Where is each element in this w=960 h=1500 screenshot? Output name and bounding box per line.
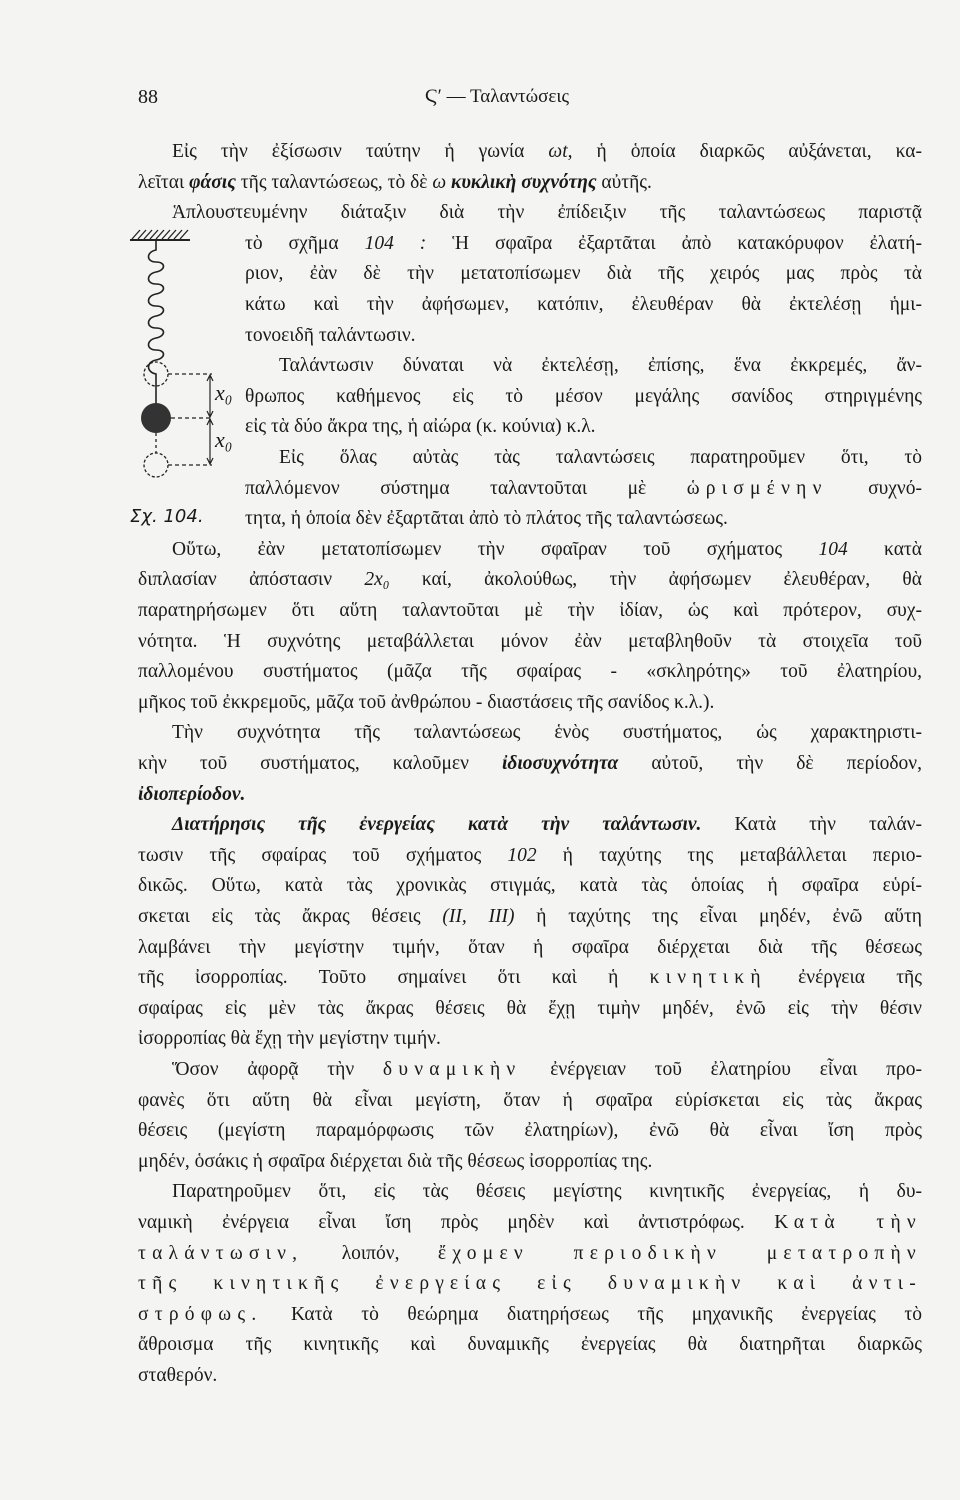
text-line	[138, 1089, 922, 1113]
text-run: ἡ ταχύτης της μεταβάλλεται περιο-	[536, 844, 922, 866]
emphasis-text: ἰδιοπερίοδον.	[138, 783, 246, 805]
text-line	[138, 1333, 922, 1357]
text-line	[172, 721, 922, 745]
text-run: ναμικὴ ἐνέργεια εἶναι ἴση πρὸς μηδὲν καὶ ἀντιστρόφως.	[138, 1212, 775, 1233]
text-line	[172, 538, 922, 562]
text-line	[138, 568, 922, 592]
text-run: μῆκος τοῦ ἐκκρεμοῦς, μᾶζα τοῦ ἀνθρώπου - διαστάσεις τῆς σανίδος κ.λ.).	[138, 691, 715, 713]
spaced-emphasis: ταλάντωσιν,	[138, 1242, 304, 1264]
text-run: εἰς τὰ δύο ἄκρα της, ἡ αἰώρα (κ. κούνια) κ.λ.	[245, 416, 596, 438]
text-run: τητα, ἡ ὁποία δὲν ἐξαρτᾶται ἀπὸ τὸ πλάτος τῆς ταλαντώσεως.	[245, 508, 728, 530]
text-run: φανὲς ὅτι αὕτη θὰ εἶναι μεγίστη, ὅταν ἡ σφαῖρα εὑρίσκεται εἰς τὰς ἄκρας	[138, 1089, 922, 1111]
text-run: ἄθροισμα τῆς κινητικῆς καὶ δυναμικῆς ἐνεργείας θὰ διατηρῆται διαρκῶς	[138, 1334, 922, 1356]
text-run: Τὴν συχνότητα τῆς ταλαντώσεως ἑνὸς συστήματος, ὡς χαρακτηριστι-	[172, 722, 922, 744]
text-run: Εἰς τὴν ἐξίσωσιν ταύτην ἡ γωνία	[172, 141, 549, 162]
spaced-emphasis: τῆς κινητικῆς ἐνεργείας εἰς δυναμικὴν καὶ ἀντι-	[138, 1273, 922, 1295]
text-line	[172, 140, 922, 164]
x0-label-bottom: x₀	[215, 427, 233, 452]
text-line	[245, 324, 922, 348]
ball	[141, 403, 171, 433]
text-run: λεῖται	[138, 171, 190, 193]
text-run: σκεται εἰς τὰς ἄκρας θέσεις	[138, 906, 443, 927]
text-line	[245, 507, 922, 531]
text-run: λαμβάνει τὴν μεγίστην τιμήν, ὅταν ἡ σφαῖρα διέρχεται διὰ τῆς θέσεως	[138, 936, 922, 958]
emphasis-text: 2x₀	[364, 569, 390, 591]
text-run: Ταλάντωσιν δύναται νὰ ἐκτελέσῃ, ἐπίσης, ἕνα ἐκκρεμές, ἄν-	[279, 355, 922, 377]
emphasis-text: ἰδιοσυχνότητα	[501, 753, 619, 774]
text-line	[172, 1180, 922, 1204]
text-run: ἐνέργεια τῆς	[766, 967, 922, 989]
text-run: ἐνέργειαν τοῦ ἐλατηρίου εἶναι προ-	[521, 1059, 922, 1080]
text-line	[245, 262, 922, 286]
text-run: κατὰ	[847, 538, 922, 560]
text-run: τωσιν τῆς σφαίρας τοῦ σχήματος	[138, 844, 508, 866]
text-run: Ἁπλουστευμένην διάταξιν διὰ τὴν ἐπίδειξιν τῆς ταλαντώσεως παριστᾷ	[172, 202, 922, 224]
spring	[149, 240, 164, 404]
spaced-emphasis: στρόφως.	[138, 1303, 263, 1325]
text-line	[138, 1272, 922, 1296]
text-line	[138, 1211, 922, 1235]
emphasis-text: ω	[432, 171, 447, 193]
text-line	[138, 1242, 922, 1266]
text-line	[138, 1364, 922, 1388]
spaced-emphasis: ἔχομεν περιοδικὴν μετατροπὴν	[437, 1242, 922, 1264]
text-run: Κατὰ τὸ θεώρημα διατηρήσεως τῆς μηχανικῆς ἐνεργείας τὸ	[262, 1303, 922, 1325]
text-run: δικῶς. Οὕτω, κατὰ τὰς χρονικὰς στιγμάς, κατὰ τὰς ὁποίας ἡ σφαῖρα εὑρί-	[138, 875, 922, 897]
text-run: τὸ σχῆμα	[245, 232, 365, 254]
text-run: θέσεις (μεγίστη παραμόρφωσις τῶν ἐλατηρίων), ἐνῶ θὰ εἶναι ἴση πρὸς	[138, 1120, 922, 1142]
spaced-emphasis: Κατὰ τὴν	[774, 1212, 922, 1233]
emphasis-text: (II, III)	[442, 906, 515, 927]
text-run: τῆς ἰσορροπίας. Τοῦτο σημαίνει ὅτι καὶ ἡ	[138, 967, 650, 989]
text-line	[172, 201, 922, 225]
page-number: 88	[138, 86, 158, 108]
text-run: λοιπόν,	[303, 1242, 438, 1264]
text-run: διπλασίαν ἀπόστασιν	[138, 569, 365, 591]
text-run: παρατηρήσωμεν ὅτι αὕτη ταλαντοῦται μὲ τὴν ἰδίαν, ὡς καὶ πρότερον, συχ-	[138, 600, 922, 621]
text-run: κὴν τοῦ συστήματος, καλοῦμεν	[138, 753, 502, 774]
text-line	[245, 232, 922, 256]
text-run: ἰσορροπίας θὰ ἔχῃ τὴν μεγίστην τιμήν.	[138, 1028, 441, 1050]
text-run: μηδέν, ὁσάκις ἡ σφαῖρα διέρχεται διὰ τῆς θέσεως ἰσορροπίας της.	[138, 1150, 653, 1172]
figure-caption: Σχ. 104.	[130, 506, 204, 527]
text-run: κάτω καὶ τὴν ἀφήσωμεν, κατόπιν, ἐλευθέραν θὰ ἐκτελέσῃ ἡμι-	[245, 294, 922, 315]
text-run: Εἰς ὅλας αὐτὰς τὰς ταλαντώσεις παρατηροῦμεν ὅτι, τὸ	[279, 447, 922, 468]
text-run: ἡ ταχύτης της εἶναι μηδέν, ἐνῶ αὕτη	[514, 906, 922, 927]
emphasis-text: κυκλικὴ συχνότης	[451, 171, 597, 193]
text-run: Ὅσον ἀφορᾷ τὴν	[172, 1059, 383, 1080]
emphasis-text: ωt,	[548, 141, 573, 162]
text-run: παλλόμενον σύστημα ταλαντοῦται μὲ	[245, 477, 687, 499]
text-line	[138, 966, 922, 990]
text-line	[245, 477, 922, 501]
text-line	[138, 783, 922, 807]
emphasis-text: Διατήρησις τῆς ἐνεργείας κατὰ τὴν ταλάντωσιν.	[172, 814, 702, 836]
spaced-emphasis: κινητικὴ	[649, 967, 767, 989]
text-run: Ἡ σφαῖρα ἐξαρτᾶται ἀπὸ κατακόρυφον ἐλατή-	[426, 232, 922, 254]
text-run: Κατὰ τὴν ταλάν-	[701, 814, 922, 836]
text-run: Παρατηροῦμεν ὅτι, εἰς τὰς θέσεις μεγίστης κινητικῆς ἐνεργείας, ἡ δυ-	[172, 1181, 922, 1203]
text-line	[172, 1058, 922, 1082]
text-line	[138, 1027, 922, 1051]
text-run: Οὕτω, ἐὰν μετατοπίσωμεν τὴν σφαῖραν τοῦ σχήματος	[172, 538, 819, 560]
dimension-lines	[207, 375, 213, 464]
text-run: ἡ ὁποία διαρκῶς αὐξάνεται, κα-	[572, 141, 922, 162]
text-line	[138, 599, 922, 623]
text-line	[138, 660, 922, 684]
text-line	[138, 691, 922, 715]
text-run: τῆς ταλαντώσεως, τὸ δὲ	[235, 171, 433, 193]
text-line	[138, 997, 922, 1021]
displaced-ball	[144, 453, 168, 477]
text-line	[245, 415, 922, 439]
text-line	[138, 1303, 922, 1327]
spring-figure	[120, 228, 240, 498]
emphasis-text: φάσις	[189, 171, 236, 193]
text-line	[138, 171, 922, 195]
text-run: αὐτοῦ, τὴν δὲ περίοδον,	[618, 753, 922, 774]
text-line	[172, 813, 922, 837]
text-run: αὐτῆς.	[596, 171, 652, 193]
emphasis-text: 104	[818, 538, 848, 560]
emphasis-text: 102	[507, 844, 537, 866]
text-run: θρωπος καθήμενος εἰς τὸ μέσον μεγάλης σανίδος στηριγμένης	[245, 385, 922, 407]
text-line	[245, 385, 922, 409]
text-line	[138, 630, 922, 654]
text-run: παλλομένου συστήματος (μᾶζα τῆς σφαίρας - «σκληρότης» τοῦ ἐλατηρίου,	[138, 661, 922, 683]
text-line	[138, 905, 922, 929]
text-run: σφαίρας εἰς μὲν τὰς ἄκρας θέσεις θὰ ἔχῃ τιμὴν μηδέν, ἐνῶ εἰς τὴν θέσιν	[138, 997, 922, 1019]
text-line	[138, 936, 922, 960]
text-line	[245, 293, 922, 317]
text-line	[138, 844, 922, 868]
emphasis-text: 104 :	[364, 232, 427, 254]
text-run: νότητα. Ἡ συχνότης μεταβάλλεται μόνον ἐὰν μεταβληθοῦν τὰ στοιχεῖα τοῦ	[138, 630, 922, 652]
text-run: ριον, ἐὰν δὲ τὴν μετατοπίσωμεν διὰ τῆς χειρός μας πρὸς τὰ	[245, 263, 922, 285]
text-run: σταθερόν.	[138, 1365, 218, 1386]
x0-label-top: x₀	[215, 380, 233, 405]
text-line	[279, 446, 922, 470]
spaced-emphasis: ὡρισμένην	[686, 477, 828, 499]
running-head: Ϛʹ — Ταλαντώσεις	[425, 86, 569, 107]
text-run: καί, ἀκολούθως, τὴν ἀφήσωμεν ἐλευθέραν, θὰ	[389, 569, 922, 591]
text-line	[138, 1150, 922, 1174]
text-run: τονοειδῆ ταλάντωσιν.	[245, 324, 416, 346]
text-line	[279, 354, 922, 378]
spaced-emphasis: δυναμικὴν	[382, 1059, 522, 1080]
text-line	[138, 874, 922, 898]
text-line	[138, 752, 922, 776]
text-run: συχνό-	[827, 477, 922, 499]
ceiling-hatch	[130, 230, 190, 240]
text-line	[138, 1119, 922, 1143]
